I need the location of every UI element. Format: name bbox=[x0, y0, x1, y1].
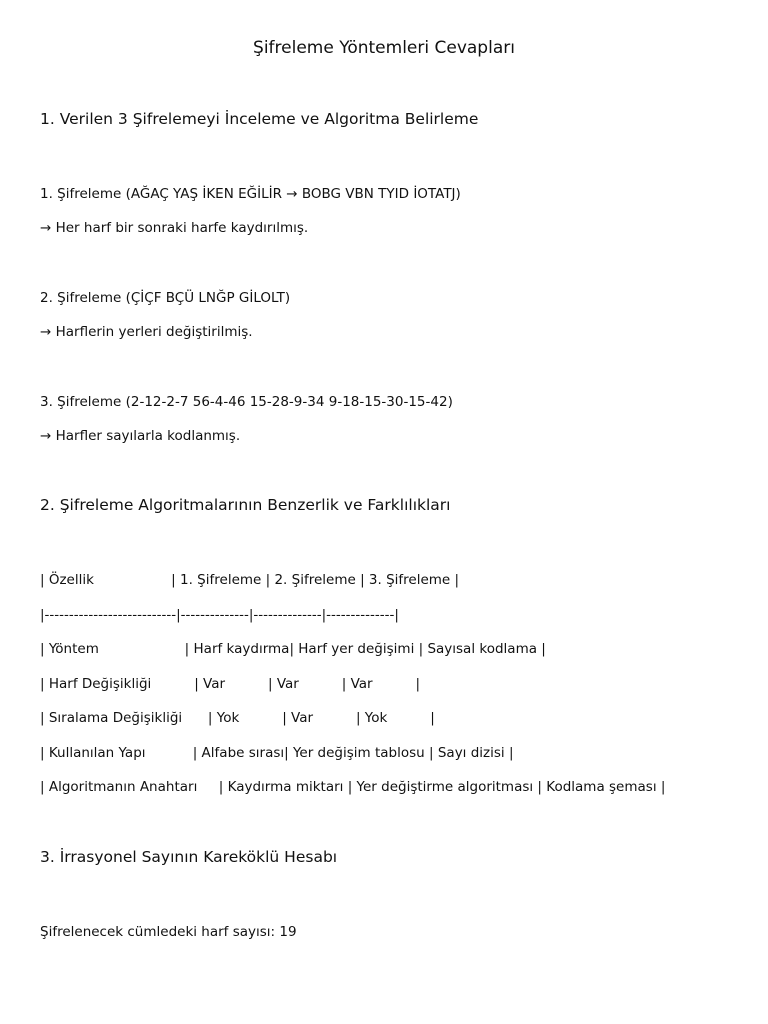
table-row-order-change: | Sıralama Değişikliği | Yok | Var | Yok | bbox=[40, 710, 435, 726]
table-separator-row: |---------------------------|--------------|--------------|--------------| bbox=[40, 607, 399, 623]
table-header-row: | Özellik | 1. Şifreleme | 2. Şifreleme | 3. Şifreleme | bbox=[40, 572, 460, 588]
table-row-method: | Yöntem | Harf kaydırma| Harf yer değişimi | Sayısal kodlama | bbox=[40, 641, 546, 657]
section-3-heading: 3. İrrasyonel Sayının Kareköklü Hesabı bbox=[40, 848, 338, 866]
cipher-2-answer: → Harflerin yerleri değiştirilmiş. bbox=[40, 324, 253, 340]
cipher-1-label: 1. Şifreleme (AĞAÇ YAŞ İKEN EĞİLİR → BOBG VBN TYID İOTATJ) bbox=[40, 186, 461, 202]
table-row-key: | Algoritmanın Anahtarı | Kaydırma miktarı | Yer değiştirme algoritması | Kodlama şeması | bbox=[40, 779, 666, 795]
letter-count-line: Şifrelenecek cümledeki harf sayısı: 19 bbox=[40, 924, 297, 940]
table-row-letter-change: | Harf Değişikliği | Var | Var | Var | bbox=[40, 676, 421, 692]
cipher-2-label: 2. Şifreleme (ÇİÇF BÇÜ LNĞP GİLOLT) bbox=[40, 290, 291, 306]
section-1-heading: 1. Verilen 3 Şifrelemeyi İnceleme ve Algoritma Belirleme bbox=[40, 110, 479, 128]
cipher-3-label: 3. Şifreleme (2-12-2-7 56-4-46 15-28-9-34 9-18-15-30-15-42) bbox=[40, 394, 453, 410]
document-title: Şifreleme Yöntemleri Cevapları bbox=[253, 38, 515, 58]
table-row-structure: | Kullanılan Yapı | Alfabe sırası| Yer değişim tablosu | Sayı dizisi | bbox=[40, 745, 514, 761]
cipher-3-answer: → Harfler sayılarla kodlanmış. bbox=[40, 428, 241, 444]
cipher-1-answer: → Her harf bir sonraki harfe kaydırılmış. bbox=[40, 220, 309, 236]
section-2-heading: 2. Şifreleme Algoritmalarının Benzerlik ve Farklılıkları bbox=[40, 496, 451, 514]
